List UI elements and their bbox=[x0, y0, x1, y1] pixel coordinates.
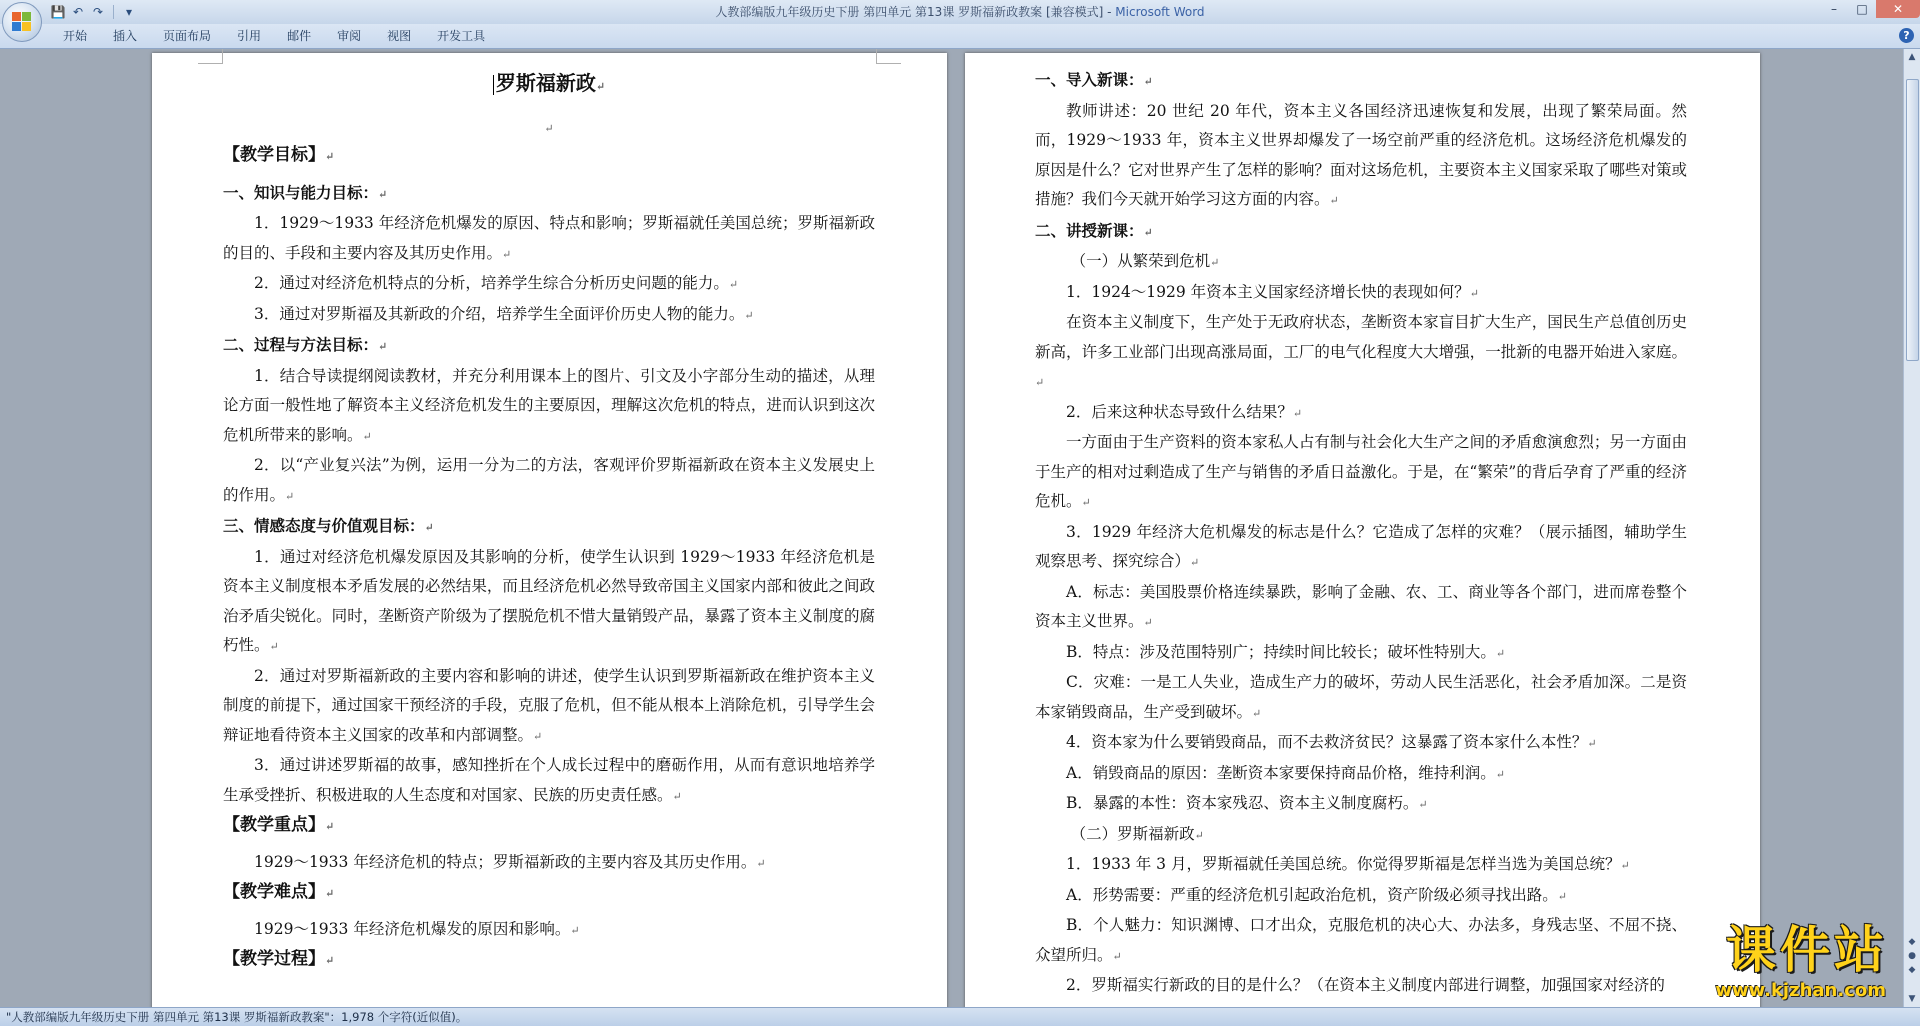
tab-insert[interactable]: 插入 bbox=[113, 29, 138, 43]
section-emotion-values: 三、情感态度与价值观目标：↵ bbox=[223, 516, 434, 535]
paragraph: 3．通过讲述罗斯福的故事，感知挫折在个人成长过程中的磨砺作用，从而有意识地培养学生承受挫折、积极进取的人生态度和对国家、民族的历史责任感。↵ bbox=[223, 756, 875, 804]
paragraph: B．暴露的本性：资本家残忍、资本主义制度腐朽。↵ bbox=[1066, 794, 1428, 812]
paragraph: 2．后来这种状态导致什么结果？↵ bbox=[1066, 402, 1303, 421]
heading-difficulties: 【教学难点】↵ bbox=[223, 882, 335, 902]
customize-qat-icon[interactable]: ▾ bbox=[125, 5, 133, 19]
window-title-app: Microsoft Word bbox=[1115, 5, 1205, 19]
status-word-count[interactable]: "人教部编版九年级历史下册 第四单元 第13课 罗斯福新政教案"：1,978 个字符(近似值)。 bbox=[6, 1010, 468, 1024]
paragraph: A．形势需要：严重的经济危机引起政治危机，资产阶级必须寻找出路。↵ bbox=[1066, 885, 1567, 904]
heading-teaching-goals: 【教学目标】↵ bbox=[223, 145, 335, 165]
quick-access-toolbar bbox=[50, 3, 137, 21]
paragraph: 2．罗斯福实行新政的目的是什么？（在资本主义制度内部进行调整，加强国家对经济的 bbox=[1066, 976, 1665, 994]
vertical-scrollbar[interactable] bbox=[1903, 49, 1920, 1007]
watermark-url: www.kjzhan.com bbox=[1715, 980, 1886, 1001]
scroll-up-arrow-icon[interactable]: ▲ bbox=[1908, 52, 1916, 62]
watermark-text: 课件站 bbox=[1726, 921, 1888, 979]
page-1-text[interactable] bbox=[223, 53, 875, 976]
paragraph: 一方面由于生产资料的资本家私人占有制与社会化大生产之间的矛盾愈演愈烈；另一方面由于生产的相对过剩造成了生产与销售的矛盾日益激化。于是，在“繁荣”的背后孕育了严重的经济危机。↵ bbox=[1035, 433, 1687, 510]
window-title bbox=[0, 0, 1920, 24]
title-bar bbox=[0, 0, 1920, 24]
minimize-button[interactable]: – bbox=[1831, 2, 1837, 16]
text-cursor bbox=[493, 75, 494, 95]
office-logo-icon bbox=[12, 12, 32, 32]
paragraph: 1．结合导读提纲阅读教材，并充分利用课本上的图片、引文及小字部分生动的描述，从理论方面一般性地了解资本主义经济危机发生的主要原因，理解这次危机的特点，进而认识到这次危机所带来的影响。↵ bbox=[223, 366, 875, 444]
select-browse-object-icon[interactable]: ● bbox=[1908, 951, 1916, 961]
paragraph: 1929～1933 年经济危机爆发的原因和影响。↵ bbox=[254, 919, 580, 938]
subsection-prosperity-to-crisis: （一）从繁荣到危机↵ bbox=[1070, 252, 1220, 270]
paragraph: 1．1933 年 3 月，罗斯福就任美国总统。你觉得罗斯福是怎样当选为美国总统？↵ bbox=[1066, 855, 1630, 873]
window-title-document: 人教部编版九年级历史下册 第四单元 第13课 罗斯福新政教案 [兼容模式] - bbox=[715, 5, 1116, 19]
paragraph: 1．1924～1929 年资本主义国家经济增长快的表现如何？↵ bbox=[1066, 282, 1479, 301]
paragraph: C．灾难：一是工人失业，造成生产力的破坏，劳动人民生活恶化，社会矛盾加深。二是资本家销毁商品，生产受到破坏。↵ bbox=[1035, 673, 1687, 721]
window-controls bbox=[1820, 0, 1920, 20]
tab-references[interactable]: 引用 bbox=[237, 29, 262, 43]
heading-process: 【教学过程】↵ bbox=[223, 949, 335, 969]
status-bar bbox=[0, 1007, 1920, 1026]
tab-review[interactable]: 审阅 bbox=[337, 29, 362, 43]
subsection-new-deal: （二）罗斯福新政↵ bbox=[1070, 824, 1204, 843]
heading-key-points: 【教学重点】↵ bbox=[223, 815, 335, 835]
next-page-icon[interactable]: ◆ bbox=[1908, 965, 1916, 975]
paragraph: A．标志：美国股票价格连续暴跌，影响了金融、农、工、商业等各个部门，进而席卷整个资本主义世界。↵ bbox=[1035, 582, 1687, 630]
paragraph: 1．通过对经济危机爆发原因及其影响的分析，使学生认识到 1929～1933 年经济危机是资本主义制度根本矛盾发展的必然结果，而且经济危机必然导致帝国主义国家内部和彼此之间政治矛盾尖锐化。同时，垄断资产阶级为了摆脱危机不惜大量销毁产品，暴露了资本主义制度的腐朽性。↵ bbox=[223, 547, 875, 654]
tab-mailings[interactable]: 邮件 bbox=[287, 29, 312, 43]
empty-paragraph: ↵ bbox=[544, 122, 554, 135]
document-title: 罗斯福新政↵ bbox=[223, 53, 875, 113]
section-intro: 一、导入新课：↵ bbox=[1035, 70, 1153, 89]
ribbon-tabs bbox=[50, 24, 498, 48]
save-icon[interactable]: 💾 bbox=[50, 5, 66, 19]
paragraph: 3．1929 年经济大危机爆发的标志是什么？它造成了怎样的灾难？（展示插图，辅助学生观察思考、探究综合）↵ bbox=[1035, 522, 1687, 570]
paragraph: 在资本主义制度下，生产处于无政府状态，垄断资本家盲目扩大生产，国民生产总值创历史新高，许多工业部门出现高涨局面，工厂的电气化程度大大增强，一批新的电器开始进入家庭。↵ bbox=[1035, 313, 1687, 389]
undo-icon[interactable]: ↶ bbox=[72, 5, 84, 19]
section-process-method: 二、过程与方法目标：↵ bbox=[223, 335, 388, 354]
scroll-down-arrow-icon[interactable]: ▼ bbox=[1908, 994, 1916, 1004]
tab-view[interactable]: 视图 bbox=[387, 29, 412, 43]
paragraph: 2．以“产业复兴法”为例，运用一分为二的方法，客观评价罗斯福新政在资本主义发展史上的作用。↵ bbox=[223, 456, 875, 504]
paragraph: B．个人魅力：知识渊博、口才出众，克服危机的决心大、办法多，身残志坚、不屈不挠、众望所归。↵ bbox=[1035, 916, 1687, 964]
paragraph: A．销毁商品的原因：垄断资本家要保持商品价格，维持利润。↵ bbox=[1066, 763, 1505, 782]
page-1[interactable] bbox=[152, 53, 947, 1007]
paragraph: 2．通过对经济危机特点的分析，培养学生综合分析历史问题的能力。↵ bbox=[254, 274, 739, 292]
crop-mark-top-left bbox=[198, 49, 223, 64]
document-area[interactable] bbox=[0, 49, 1904, 1007]
help-icon[interactable]: ? bbox=[1899, 28, 1914, 43]
tab-page-layout[interactable]: 页面布局 bbox=[163, 29, 212, 43]
scrollbar-thumb[interactable] bbox=[1906, 79, 1919, 361]
ribbon-tab-bar bbox=[0, 24, 1920, 49]
paragraph: 4．资本家为什么要销毁商品，而不去救济贫民？这暴露了资本家什么本性？↵ bbox=[1066, 733, 1597, 751]
office-button[interactable] bbox=[2, 2, 42, 42]
section-knowledge-ability: 一、知识与能力目标：↵ bbox=[223, 182, 388, 202]
paragraph: 1．1929～1933 年经济危机爆发的原因、特点和影响；罗斯福就任美国总统；罗斯福新政的目的、手段和主要内容及其历史作用。↵ bbox=[223, 214, 875, 262]
maximize-button[interactable]: □ bbox=[1856, 2, 1868, 16]
paragraph: 教师讲述：20 世纪 20 年代，资本主义各国经济迅速恢复和发展，出现了繁荣局面。然而，1929～1933 年，资本主义世界却爆发了一场空前严重的经济危机。这场经济危机爆发的原因是什么？它对世界产生了怎样的影响？面对这场危机，主要资本主义国家采取了哪些对策或措施？我们今天就开始学习这方面的内容。↵ bbox=[1035, 101, 1687, 208]
redo-icon[interactable]: ↷ bbox=[92, 5, 104, 19]
paragraph: 2．通过对罗斯福新政的主要内容和影响的讲述，使学生认识到罗斯福新政在维护资本主义制度的前提下，通过国家干预经济的手段，克服了危机，但不能从根本上消除危机，引导学生会辩证地看待资本主义国家的改革和内部调整。↵ bbox=[223, 666, 875, 744]
section-new-lesson: 二、讲授新课：↵ bbox=[1035, 220, 1153, 240]
paragraph: B．特点：涉及范围特别广；持续时间比较长；破坏性特别大。↵ bbox=[1066, 642, 1506, 661]
watermark-logo bbox=[1660, 920, 1920, 1007]
page-2[interactable] bbox=[965, 53, 1760, 1007]
qat-separator bbox=[113, 5, 114, 19]
tab-developer[interactable]: 开发工具 bbox=[437, 29, 486, 43]
tab-home[interactable]: 开始 bbox=[63, 29, 88, 43]
previous-page-icon[interactable]: ◆ bbox=[1908, 937, 1916, 947]
paragraph: 1929～1933 年经济危机的特点；罗斯福新政的主要内容及其历史作用。↵ bbox=[254, 852, 766, 871]
page-2-text[interactable] bbox=[1035, 65, 1687, 1001]
paragraph: 3．通过对罗斯福及其新政的介绍，培养学生全面评价历史人物的能力。↵ bbox=[254, 304, 754, 323]
crop-mark-top-right bbox=[876, 49, 901, 64]
close-button[interactable]: ✕ bbox=[1876, 0, 1920, 18]
